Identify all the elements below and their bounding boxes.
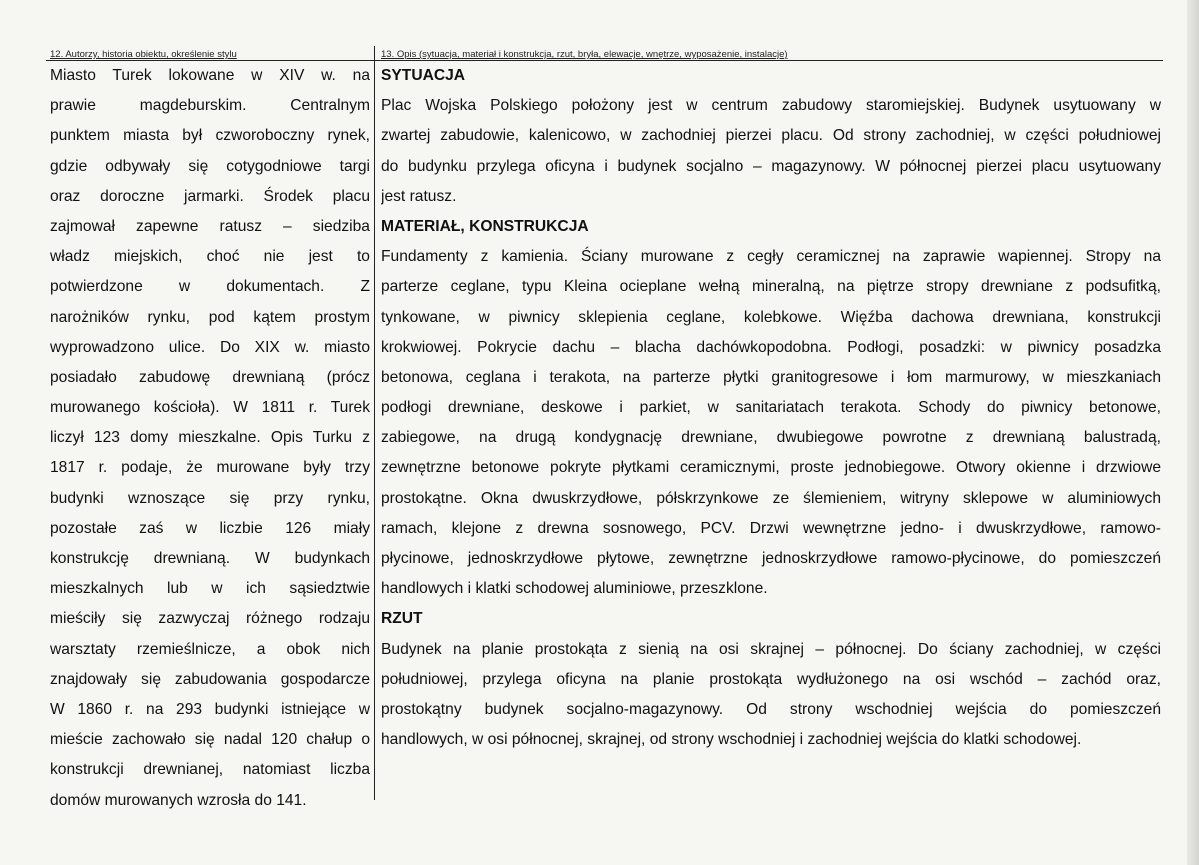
history-text-line: konstrukcji drewnianej, natomiast liczba — [50, 761, 370, 779]
history-text-line: oraz doroczne jarmarki. Środek placu — [50, 187, 370, 205]
section-text-line: ramach, klejone z drewna sosnowego, PCV. Drzwi wewnętrzne jedno- i dwuskrzydłowe, ramowo- — [381, 519, 1161, 537]
history-text-line: Miasto Turek lokowane w XIV w. na — [50, 67, 370, 84]
history-text-line: wyprowadzono ulice. Do XIX w. miasto — [50, 338, 370, 356]
section-text-line: do budynku przylega oficyna i budynek socjalno – magazynowy. W północnej pierzei placu usytuowany — [381, 157, 1161, 175]
section-heading: SYTUACJA — [381, 67, 466, 84]
column-divider — [374, 46, 375, 800]
section-text-line: płycinowe, jednoskrzydłowe płytowe, zewnętrzne jednoskrzydłowe ramowo-płycinowe, do pomieszczeń — [381, 550, 1161, 567]
history-text-line: posiadało zabudowę drewnianą (prócz — [50, 368, 370, 386]
history-text-line: prawie magdeburskim. Centralnym — [50, 97, 370, 115]
history-text-line: W 1860 r. na 293 budynki istniejące w — [50, 700, 370, 718]
section-text-line: zabiegowe, na drugą kondygnację drewniane, dwubiegowe powrotne z drewnianą balustradą, — [381, 429, 1161, 447]
section-text-line: podłogi drewniane, deskowe i parkiet, w sanitariatach terakota. Schody do piwnicy betonowe, — [381, 399, 1161, 417]
history-text-line: mieściły się zazwyczaj różnego rodzaju — [50, 610, 370, 628]
history-text-line: liczył 123 domy mieszkalne. Opis Turku z — [50, 429, 370, 447]
section-text-line: parterze ceglane, typu Kleina ocieplane wełną mineralną, na piętrze stropy drewniane z podsufitką, — [381, 278, 1161, 296]
history-column — [50, 61, 370, 816]
header-left-label: 12. Autorzy, historia obiektu, określenie stylu — [50, 49, 237, 60]
history-text-line: budynki wznoszące się przy rynku, — [50, 489, 370, 507]
history-text-line: zajmował zapewne ratusz – siedziba — [50, 217, 370, 235]
section-text-line: prostokątny budynek socjalno-magazynowy. Od strony wschodniej wejścia do pomieszczeń — [381, 700, 1161, 718]
section-text-line: handlowych, w osi północnej, skrajnej, od strony wschodniej i zachodniej wejścia do klatki schodowej. — [381, 731, 1082, 749]
history-text-line: mieszkalnych lub w ich sąsiedztwie — [50, 580, 370, 598]
section-text-line: Budynek na planie prostokąta z sienią na osi skrajnej – północnej. Do ściany zachodniej, w części — [381, 640, 1161, 658]
section-text-line: prostokątne. Okna dwuskrzydłowe, półskrzynkowe ze ślemieniem, witryny sklepowe w aluminiowych — [381, 489, 1161, 507]
history-text-line: znajdowały się zabudowania gospodarcze — [50, 670, 370, 688]
history-text-line: mieście zachowało się nadal 120 chałup o — [50, 731, 370, 749]
section-heading: RZUT — [381, 610, 423, 628]
description-column — [381, 61, 1161, 755]
history-text-line: 1817 r. podaje, że murowane były trzy — [50, 459, 370, 477]
scan-edge — [1187, 0, 1199, 865]
section-text-line: zwartej zabudowie, kalenicowo, w zachodniej pierzei placu. Od strony zachodniej, w części południowej — [381, 127, 1161, 145]
history-text-line: warsztaty rzemieślnicze, a obok nich — [50, 640, 370, 658]
history-text-line: punktem miasta był czworoboczny rynek, — [50, 127, 370, 145]
history-text-line: narożników rynku, pod kątem prostym — [50, 308, 370, 326]
section-text-line: tynkowane, w piwnicy sklepienia ceglane, kolebkowe. Więźba dachowa drewniana, konstrukcji — [381, 308, 1161, 326]
section-text-line: betonowa, ceglana i terakota, na parterze płytki granitogresowe i łom marmurowy, w mieszkaniach — [381, 368, 1161, 386]
section-text-line: Fundamenty z kamienia. Ściany murowane z cegły ceramicznej na zaprawie wapiennej. Stropy na — [381, 248, 1161, 266]
history-text-line: domów murowanych wzrosła do 141. — [50, 791, 307, 809]
history-text-line: władz miejskich, choć nie jest to — [50, 248, 370, 266]
section-text-line: krokwiowej. Pokrycie dachu – blacha dachówkopodobna. Podłogi, posadzki: w piwnicy posadzka — [381, 338, 1161, 356]
section-heading: MATERIAŁ, KONSTRUKCJA — [381, 217, 589, 235]
section-text-line: handlowych i klatki schodowej aluminiowe, przeszklone. — [381, 580, 768, 598]
section-text-line: Plac Wojska Polskiego położony jest w centrum zabudowy staromiejskiej. Budynek usytuowany w — [381, 97, 1161, 115]
history-text-line: murowanego kościoła). W 1811 r. Turek — [50, 399, 370, 417]
history-text-line: gdzie odbywały się cotygodniowe targi — [50, 157, 370, 175]
history-text-line: konstrukcję drewnianą. W budynkach — [50, 550, 370, 567]
section-text-line: jest ratusz. — [381, 187, 457, 205]
history-text-line: potwierdzone w dokumentach. Z — [50, 278, 370, 296]
section-text-line: południowej, przylega oficyna na planie prostokąta wydłużonego na osi wschód – zachód oraz, — [381, 670, 1161, 688]
header-right-label: 13. Opis (sytuacja, materiał i konstrukcja, rzut, bryła, elewacje, wnętrze, wyposażenie, instalacje) — [381, 49, 788, 60]
history-text-line: pozostałe zaś w liczbie 126 miały — [50, 519, 370, 537]
section-text-line: zewnętrzne betonowe pokryte płytkami ceramicznymi, proste jednobiegowe. Otwory okienne i drzwiowe — [381, 459, 1161, 477]
